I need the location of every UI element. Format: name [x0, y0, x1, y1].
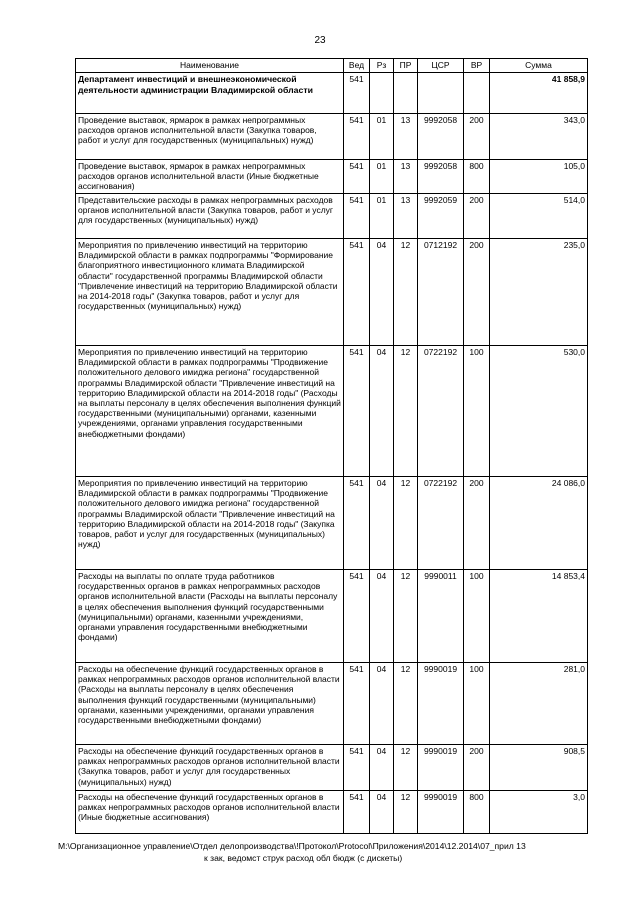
row-pr: 12 [394, 791, 418, 834]
row-vr: 800 [464, 160, 490, 194]
table-row [76, 160, 588, 194]
row-name: Расходы на обеспечение функций государственных органов в рамках непрограммных расходов органов исполнительной власти (Закупка товаров, работ и услуг для государственных (муниципальных) нужд) [76, 745, 344, 791]
row-rz: 04 [370, 663, 394, 745]
row-sum: 343,0 [490, 114, 588, 160]
row-rz: 04 [370, 477, 394, 570]
table-row [76, 239, 588, 346]
row-ved: 541 [344, 663, 370, 745]
row-csr: 0712192 [418, 239, 464, 346]
row-ved: 541 [344, 160, 370, 194]
row-name: Проведение выставок, ярмарок в рамках непрограммных расходов органов исполнительной власти (Иные бюджетные ассигнования) [76, 160, 344, 194]
row-sum: 514,0 [490, 194, 588, 239]
row-name: Мероприятия по привлечению инвестиций на территорию Владимирской области в рамках подпрограммы "Формирование благоприятного инвестиционного климата Владимирской области" государственной программы Владимирской области "Привлечение инвестиций на территорию Владимирской области на 2014-2018 годы" (Закупка товаров, работ и услуг для государственных (муниципальных) нужд) [76, 239, 344, 346]
row-ved: 541 [344, 477, 370, 570]
row-rz: 04 [370, 346, 394, 477]
file-path-footer [58, 840, 598, 864]
row-name: Расходы на обеспечение функций государственных органов в рамках непрограммных расходов органов исполнительной власти (Расходы на выплаты персоналу в целях обеспечения выполнения функций государственными (муниципальными) органами, казенными учреждениями, органами управления государственными внебюджетными фондами) [76, 663, 344, 745]
table-row [76, 114, 588, 160]
table-row [76, 663, 588, 745]
row-ved: 541 [344, 791, 370, 834]
row-vr: 200 [464, 745, 490, 791]
row-pr: 12 [394, 239, 418, 346]
row-rz: 01 [370, 114, 394, 160]
row-sum: 530,0 [490, 346, 588, 477]
row-csr: 9992058 [418, 160, 464, 194]
table-row [76, 73, 588, 114]
table-row [76, 745, 588, 791]
table-row [76, 477, 588, 570]
row-rz: 04 [370, 570, 394, 663]
row-name: Расходы на обеспечение функций государственных органов в рамках непрограммных расходов органов исполнительной власти (Иные бюджетные ассигнования) [76, 791, 344, 834]
page-number: 23 [314, 35, 326, 46]
row-pr: 13 [394, 114, 418, 160]
row-sum: 235,0 [490, 239, 588, 346]
header-csr: ЦСР [418, 59, 464, 73]
row-vr: 800 [464, 791, 490, 834]
header-sum: Сумма [490, 59, 588, 73]
row-rz: 01 [370, 194, 394, 239]
row-csr: 9990011 [418, 570, 464, 663]
row-csr: 9990019 [418, 791, 464, 834]
row-ved: 541 [344, 73, 370, 114]
row-pr: 12 [394, 745, 418, 791]
row-vr: 100 [464, 570, 490, 663]
row-name: Представительские расходы в рамках непрограммных расходов органов исполнительной власти (Закупка товаров, работ и услуг для государственных (муниципальных) нужд) [76, 194, 344, 239]
row-vr: 100 [464, 346, 490, 477]
row-pr: 12 [394, 346, 418, 477]
row-ved: 541 [344, 239, 370, 346]
row-csr: 0722192 [418, 477, 464, 570]
row-pr: 12 [394, 477, 418, 570]
row-ved: 541 [344, 570, 370, 663]
row-rz: 01 [370, 160, 394, 194]
table-row [76, 194, 588, 239]
row-csr: 9990019 [418, 663, 464, 745]
row-name: Проведение выставок, ярмарок в рамках непрограммных расходов органов исполнительной власти (Закупка товаров, работ и услуг для государственных (муниципальных) нужд) [76, 114, 344, 160]
row-ved: 541 [344, 346, 370, 477]
row-sum: 41 858,9 [490, 73, 588, 114]
row-csr: 9990019 [418, 745, 464, 791]
row-csr [418, 73, 464, 114]
row-pr: 12 [394, 570, 418, 663]
table-row [76, 346, 588, 477]
row-ved: 541 [344, 114, 370, 160]
row-vr: 200 [464, 477, 490, 570]
header-ved: Вед [344, 59, 370, 73]
footer-line-2: к зак, ведомст струк расход обл бюдж (с дискеты) [204, 853, 403, 863]
row-pr: 12 [394, 663, 418, 745]
row-csr: 0722192 [418, 346, 464, 477]
row-sum: 24 086,0 [490, 477, 588, 570]
row-rz: 04 [370, 239, 394, 346]
row-pr [394, 73, 418, 114]
header-rz: Рз [370, 59, 394, 73]
row-name: Департамент инвестиций и внешнеэкономической деятельности администрации Владимирской области [76, 73, 344, 114]
table-row [76, 570, 588, 663]
row-vr: 100 [464, 663, 490, 745]
row-name: Мероприятия по привлечению инвестиций на территорию Владимирской области в рамках подпрограммы "Продвижение положительного делового имиджа региона" государственной программы Владимирской области "Привлечение инвестиций на территорию Владимирской области на 2014-2018 годы" (Закупка товаров, работ и услуг для государственных (муниципальных) нужд) [76, 477, 344, 570]
row-ved: 541 [344, 745, 370, 791]
row-csr: 9992059 [418, 194, 464, 239]
footer-line-1: M:\Организационное управление\Отдел делопроизводства\!Протокол\Protocol\Приложения\2014\12.2014\07_прил 13 [58, 841, 526, 851]
row-vr [464, 73, 490, 114]
row-sum: 14 853,4 [490, 570, 588, 663]
header-vr: ВР [464, 59, 490, 73]
header-name: Наименование [76, 59, 344, 73]
row-name: Мероприятия по привлечению инвестиций на территорию Владимирской области в рамках подпрограммы "Продвижение положительного делового имиджа региона" государственной программы Владимирской области "Привлечение инвестиций на территорию Владимирской области на 2014-2018 годы" (Расходы на выплаты персоналу в целях обеспечения выполнения функций государственными (муниципальными) органами, казенными учреждениями, органами управления государственными внебюджетными фондами) [76, 346, 344, 477]
row-rz: 04 [370, 791, 394, 834]
row-csr: 9992058 [418, 114, 464, 160]
row-name: Расходы на выплаты по оплате труда работников государственных органов в рамках непрограммных расходов органов исполнительной власти (Расходы на выплаты персоналу в целях обеспечения выполнения функций государственными (муниципальными) органами, казенными учреждениями, органами управления государственными внебюджетными фондами) [76, 570, 344, 663]
budget-table [75, 58, 588, 834]
row-sum: 105,0 [490, 160, 588, 194]
row-ved: 541 [344, 194, 370, 239]
row-sum: 908,5 [490, 745, 588, 791]
table-row [76, 791, 588, 834]
row-pr: 13 [394, 160, 418, 194]
row-sum: 281,0 [490, 663, 588, 745]
row-rz: 04 [370, 745, 394, 791]
header-pr: ПР [394, 59, 418, 73]
table-header-row [76, 59, 588, 73]
row-vr: 200 [464, 194, 490, 239]
row-vr: 200 [464, 114, 490, 160]
row-vr: 200 [464, 239, 490, 346]
row-rz [370, 73, 394, 114]
row-sum: 3,0 [490, 791, 588, 834]
row-pr: 13 [394, 194, 418, 239]
